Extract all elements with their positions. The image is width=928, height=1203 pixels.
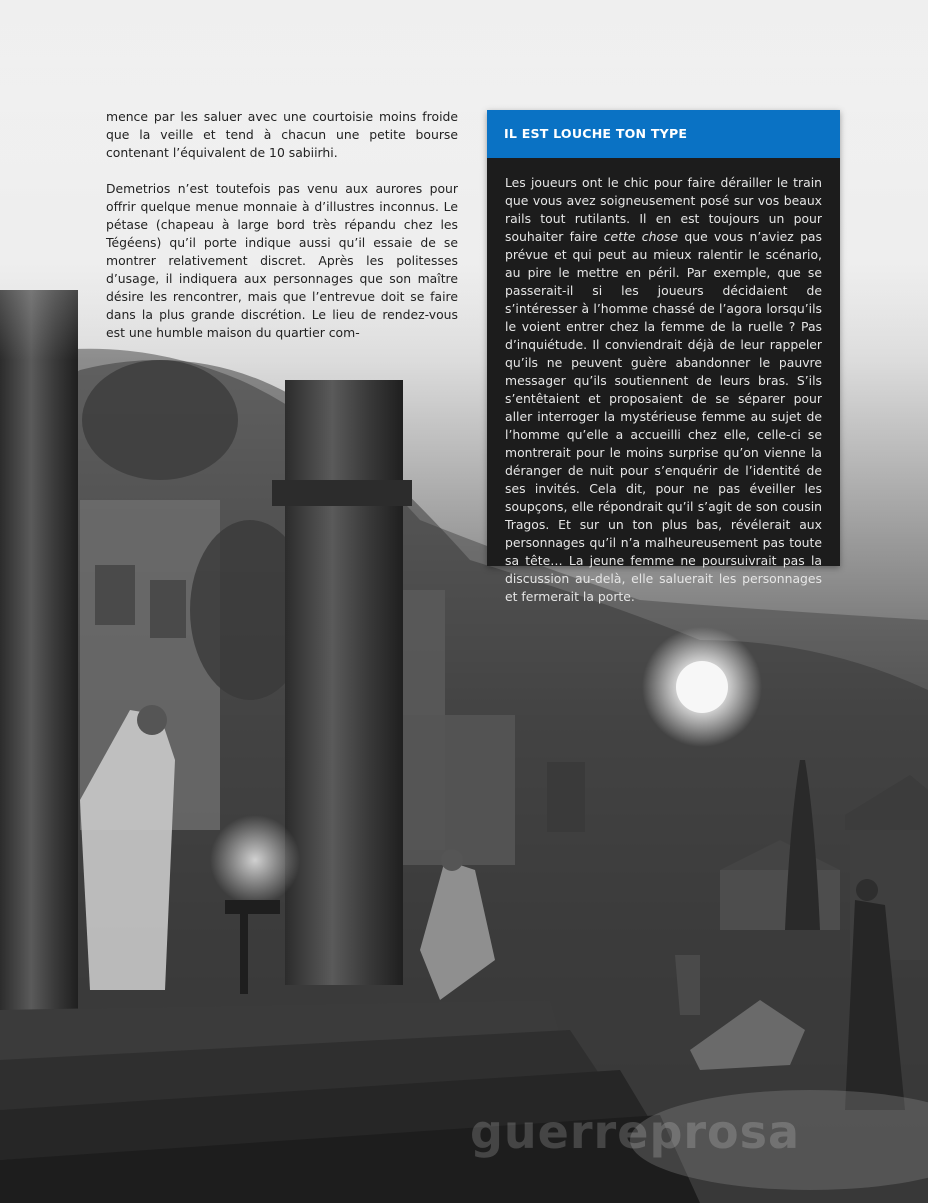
sidebar-text-part-1: Les joueurs ont le chic pour faire dérailler le train que vous avez soigneusement posé sur vos beaux rails tout rutilants. Il en est toujours un pour souhaiter faire: [505, 175, 822, 244]
sidebar-text: [487, 158, 840, 606]
sidebar-text-part-2: que vous n’aviez pas prévue et qui peut au mieux ralentir le scénario, au pire le mettre en péril. Par exemple, que se passerait-il si les joueurs décidaient de s’intéresser à l’homme chassé de l’agora lorsqu’ils le voient entrer chez la femme de la ruelle ? Pas d’inquiétude. Il conviendrait déjà de leur rappeler qu’ils ne peuvent guère abandonner le pauvre messager qu’ils soutiennent de leurs bras. S’ils s’entêtaient et proposaient de se séparer pour aller interroger la mystérieuse femme au sujet de l’homme qu’elle a accueilli chez elle, celle-ci se montrerait pour le moins surprise qu’on vienne la déranger de nuit pour s’enquérir de l’identité de ses invités. Cela dit, pour ne pas éveiller les soupçons, elle répondrait qu’il s’agit de son cousin Tragos. Et sur un ton plus bas, révélerait aux personnages qu’il n’a malheureusement pas toute sa tête… La jeune femme ne poursuivrait pas la discussion au-delà, elle saluerait les personnages et fermerait la porte.: [505, 229, 822, 604]
body-paragraph-2: Demetrios n’est toutefois pas venu aux aurores pour offrir quelque menue monnaie à d’illustres inconnus. Le pétase (chapeau à large bord très répandu chez les Tégéens) qu’il porte indique aussi qu’il essaie de se montrer relativement discret. Après les politesses d’usage, il indiquera aux personnages que son maître désire les rencontrer, mais que l’entrevue doit se faire dans la plus grande discrétion. Le lieu de rendez-vous est une humble maison du quartier com-: [106, 181, 458, 340]
body-paragraph-1: mence par les saluer avec une courtoisie moins froide que la veille et tend à chacun une petite bourse contenant l’équivalent de 10 sabiirhi.: [106, 109, 458, 160]
sidebar-text-italic: cette chose: [603, 229, 679, 244]
watermark-text: guerreprosa: [470, 1105, 801, 1159]
sidebar-title: IL EST LOUCHE TON TYPE: [487, 110, 840, 158]
main-body-text: [106, 108, 458, 360]
sidebar-box: [487, 110, 840, 604]
